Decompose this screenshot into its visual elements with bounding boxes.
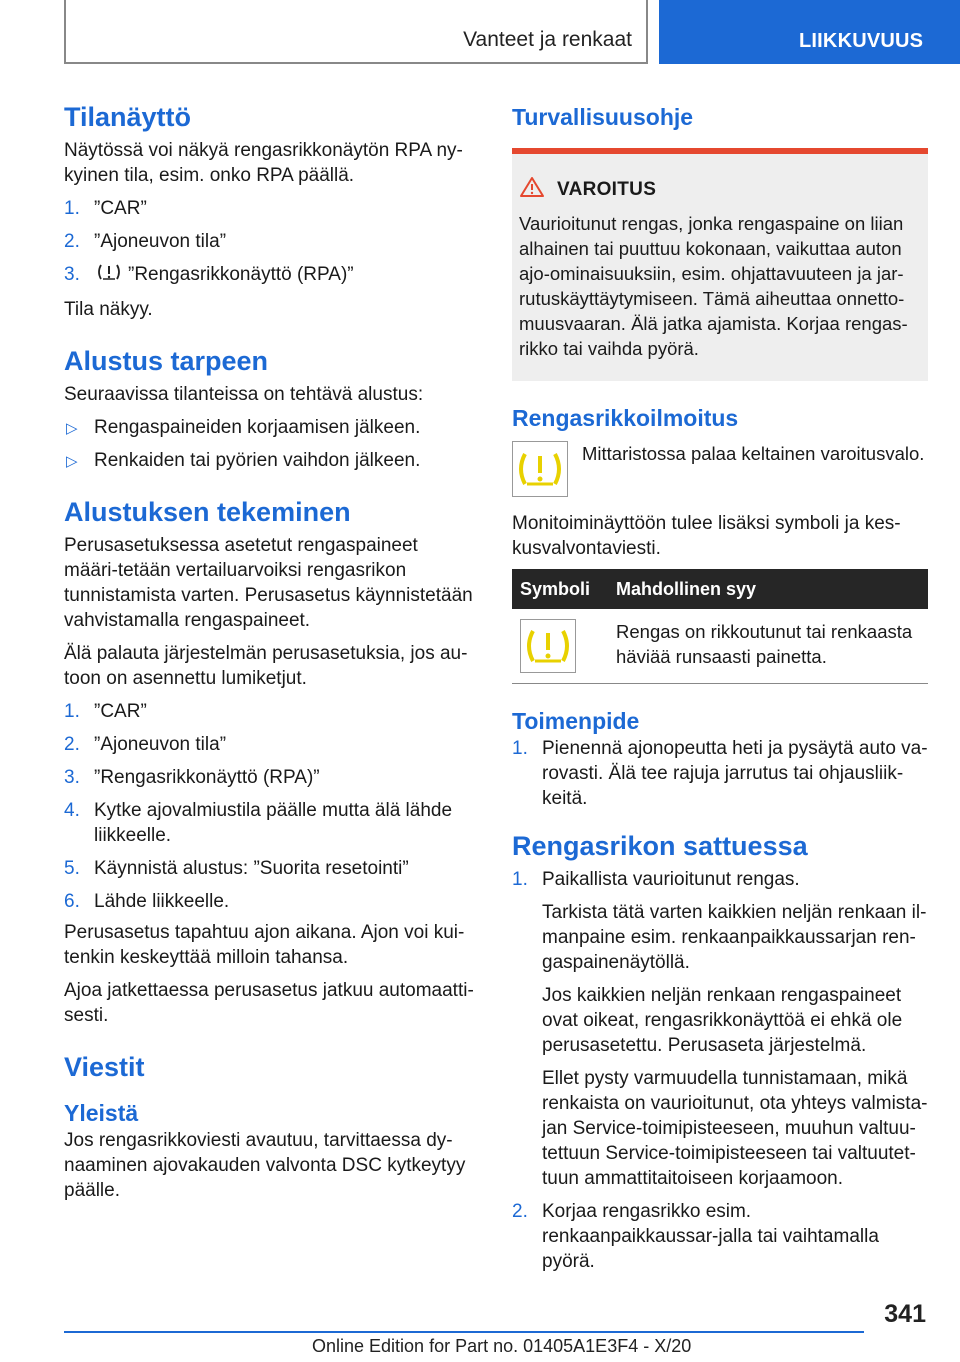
list-item: 3. ”Rengasrikkonäyttö (RPA)” xyxy=(64,767,320,788)
heading-status: Tilanäyttö xyxy=(64,102,192,132)
resetting-p4: Ajoa jatkettaessa perusasetus jatkuu automaatti-sesti. xyxy=(64,980,474,1026)
list-item: 2. Korjaa rengasrikko esim. renkaanpaikkaussar-jalla tai vaihtamalla pyörä. xyxy=(512,1201,879,1272)
lamp-row xyxy=(512,441,928,497)
list-item: 1. Pienennä ajonopeutta heti ja pysäytä auto va-rovasti. Älä tee rajuja jarrutus tai ohjausliik-keitä. xyxy=(512,738,928,809)
resetting-p2: Älä palauta järjestelmän perusasetuksia, jos au-toon on asennettu lumiketjut. xyxy=(64,643,468,689)
list-item: ▷ Rengaspaineiden korjaamisen jälkeen. xyxy=(66,417,421,438)
heading-reset-needed: Alustus tarpeen xyxy=(64,346,269,376)
list-item: 3. ”Rengasrikkonäyttö (RPA)” xyxy=(64,262,476,291)
page-header xyxy=(0,0,960,66)
symbol-table xyxy=(512,569,928,684)
heading-messages: Viestit xyxy=(64,1052,145,1082)
list-item: 1. ”CAR” xyxy=(64,701,147,722)
chapter-tab-label: LIIKKUVUUS xyxy=(799,30,924,52)
warning-text: Vaurioitunut rengas, jonka rengaspaine on liian alhainen tai puuttuu kokonaan, vaikuttaa auton ajo-ominaisuuksiin, esim. ohjattavuuteen ja jar-rutuskäyttäytymiseen. Tämä aiheuttaa onnetto-muusvaaran. Älä jatka ajamista. Korjaa rengas-rikko tai vaihda pyörä. xyxy=(519,213,908,359)
heading-puncture: Rengasrikon sattuessa xyxy=(512,831,808,861)
puncture-steps xyxy=(512,867,928,1274)
subheading-general: Yleistä xyxy=(64,1100,139,1126)
status-intro: Näytössä voi näkyä rengasrikkonäytön RPA ny-kyinen tila, esim. onko RPA päällä. xyxy=(64,140,463,186)
warning-triangle-icon xyxy=(519,176,545,203)
tpms-outline-icon xyxy=(96,262,122,291)
tpms-symbol-icon xyxy=(520,619,576,673)
list-item: 2. ”Ajoneuvon tila” xyxy=(64,231,227,252)
list-item: 1. ”CAR” xyxy=(64,198,147,219)
reset-needed-bullets xyxy=(64,415,476,473)
list-item: 4. Kytke ajovalmiustila päälle mutta älä lähde liikkeelle. xyxy=(64,800,453,846)
heading-notice: Rengasrikkoilmoitus xyxy=(512,405,739,431)
resetting-p3: Perusasetus tapahtuu ajon aikana. Ajon voi kui-tenkin keskeyttää milloin tahansa. xyxy=(64,922,465,968)
resetting-steps xyxy=(64,699,476,914)
tpms-warning-lamp-icon xyxy=(513,442,567,496)
messages-text: Jos rengasrikkoviesti avautuu, tarvittaessa dy-naaminen ajovakauden valvonta DSC kytkeytyy päälle. xyxy=(64,1130,466,1201)
list-item: 6. Lähde liikkeelle. xyxy=(64,891,230,912)
right-column xyxy=(512,100,928,1274)
warning-box xyxy=(512,148,928,381)
resetting-p1: Perusasetuksessa asetetut rengaspaineet määri-tetään vertailuarvoiksi rengasrikon tunnistamista varten. Perusasetus käynnistetään vahvistamalla rengaspaineet. xyxy=(64,535,473,631)
table-head-cause: Mahdollinen syy xyxy=(608,569,928,609)
list-item: 5. Käynnistä alustus: ”Suorita resetointi” xyxy=(64,858,409,879)
table-head-symbol: Symboli xyxy=(512,569,608,609)
heading-safety: Turvallisuusohje xyxy=(512,104,694,130)
list-item: ▷ Renkaiden tai pyörien vaihdon jälkeen. xyxy=(66,450,421,471)
footer-rule xyxy=(64,1331,864,1333)
page-number: 341 xyxy=(884,1300,926,1328)
status-steps xyxy=(64,196,476,291)
heading-action: Toimenpide xyxy=(512,708,640,734)
warning-title: VAROITUS xyxy=(557,178,657,200)
notice-text: Monitoiminäyttöön tulee lisäksi symboli ja kes-kusvalvontaviesti. xyxy=(512,513,901,559)
table-symbol-cell xyxy=(512,609,608,684)
action-steps xyxy=(512,736,928,811)
list-item: 1. Paikallista vaurioitunut rengas. Tarkista tätä varten kaikkien neljän renkaan il-manpaine esim. renkaanpaikkaussarjan ren-gaspainenäytöllä. Jos kaikkien neljän renkaan rengaspaineet ovat oikeat, rengasrikkonäyttöä ei ehkä ole perusasetettu. Perusaseta järjestelmä. Ellet pysty varmuudella tunnistamaan, mikä renkaista on vaurioitunut, ota yhteys valmista-jan Service-toimipisteeseen, muuhun valtuu-tettuun Service-toimipisteeseen tai valtuutet-tuun ammattitaitoiseen korjaamoon. xyxy=(512,869,928,1189)
heading-resetting: Alustuksen tekeminen xyxy=(64,497,351,527)
reset-needed-intro: Seuraavissa tilanteissa on tehtävä alustus: xyxy=(64,384,424,405)
section-title: Vanteet ja renkaat xyxy=(463,28,632,51)
chapter-tab[interactable] xyxy=(659,0,960,64)
section-header-box xyxy=(64,0,648,64)
left-column xyxy=(64,100,476,1203)
table-row xyxy=(512,609,928,684)
footer-edition: Online Edition for Part no. 01405A1E3F4 - X/20 xyxy=(312,1336,692,1356)
list-item: 2. ”Ajoneuvon tila” xyxy=(64,734,227,755)
status-after: Tila näkyy. xyxy=(64,299,153,320)
table-cause-cell: Rengas on rikkoutunut tai renkaasta häviää runsaasti painetta. xyxy=(608,609,928,684)
lamp-text: Mittaristossa palaa keltainen varoitusvalo. xyxy=(582,443,925,464)
tpms-lamp xyxy=(512,441,568,497)
